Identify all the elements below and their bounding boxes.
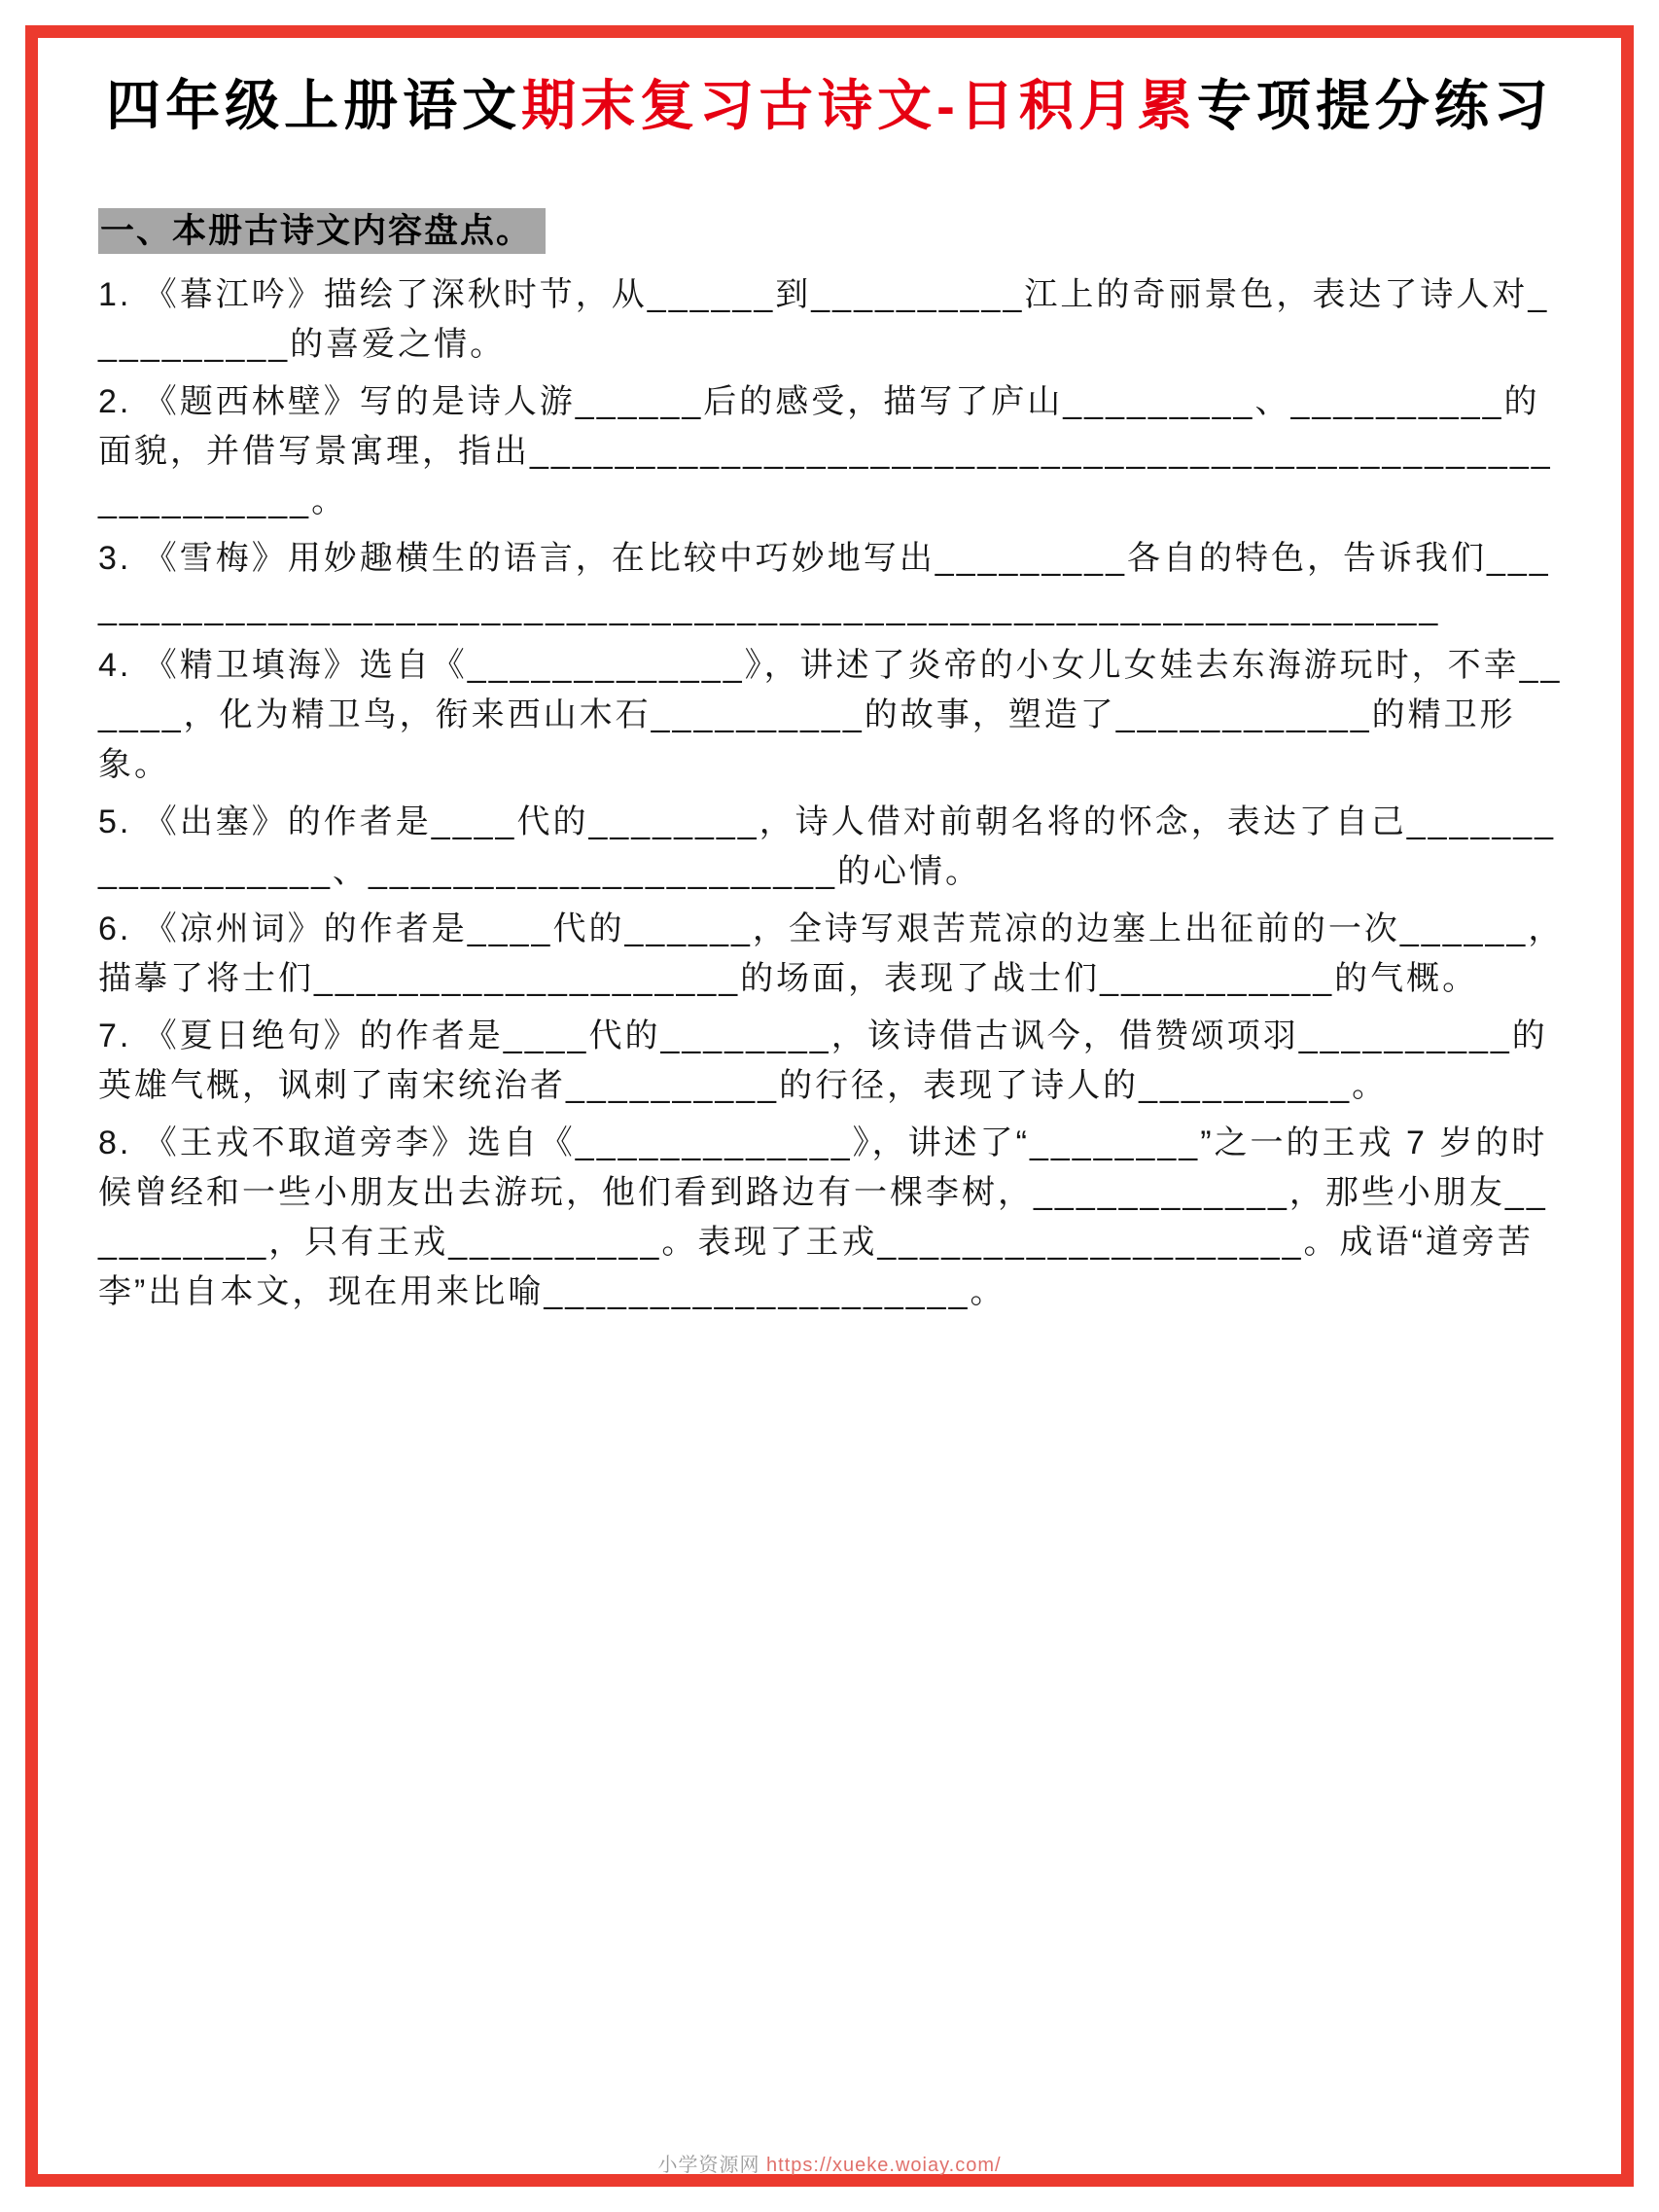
worksheet-content	[98, 204, 1565, 1317]
section-heading	[98, 204, 1565, 253]
section-heading-text: 一、本册古诗文内容盘点。	[98, 208, 546, 254]
question-3: 3. 《雪梅》用妙趣横生的语言，在比较中巧妙地写出_________各自的特色，告诉我们__________________________________________________________________	[98, 540, 1551, 627]
page-inner-area	[38, 38, 1621, 2174]
page-title	[48, 73, 1611, 138]
footer-site-name: 小学资源网	[657, 2155, 760, 2176]
question-1: 1. 《暮江吟》描绘了深秋时节，从______到__________江上的奇丽景色，表达了诗人对__________的喜爱之情。	[98, 276, 1550, 364]
question-7: 7. 《夏日绝句》的作者是____代的________，该诗借古讽今，借赞颂项羽__________的英雄气概，讽刺了南宋统治者__________的行径，表现了诗人的__________。	[98, 1017, 1548, 1105]
question-4: 4. 《精卫填海》选自《_____________》，讲述了炎帝的小女儿女娃去东海游玩时，不幸______，化为精卫鸟，衔来西山木石__________的故事，塑造了____________的精卫形象。	[98, 647, 1563, 784]
title-segment-topic: 期末复习古诗文-日积月累	[521, 75, 1197, 136]
title-segment-grade: 四年级上册语文	[106, 75, 522, 136]
question-6: 6. 《凉州词》的作者是____代的______，全诗写艰苦荒凉的边塞上出征前的一次______，描摹了将士们____________________的场面，表现了战士们___________的气概。	[98, 910, 1565, 998]
title-segment-practice: 专项提分练习	[1196, 75, 1553, 136]
question-5: 5. 《出塞》的作者是____代的________，诗人借对前朝名将的怀念，表达了自己__________________、______________________的心情。	[98, 803, 1557, 891]
question-2: 2. 《题西林壁》写的是诗人游______后的感受，描写了庐山_________、__________的面貌，并借写景寓理，指出__________________________________________________________。	[98, 383, 1553, 520]
footer-url-link[interactable]: https://xueke.woiay.com/	[766, 2155, 1002, 2176]
question-8: 8. 《王戎不取道旁李》选自《_____________》，讲述了“________”之一的王戎 7 岁的时候曾经和一些小朋友出去游玩，他们看到路边有一棵李树，____________，那些小朋友__________，只有王戎__________。表现了王戎____________________。成语“道旁苦李”出自本文，现在用来比喻____________________。	[98, 1124, 1548, 1311]
page-footer	[0, 2149, 1659, 2177]
